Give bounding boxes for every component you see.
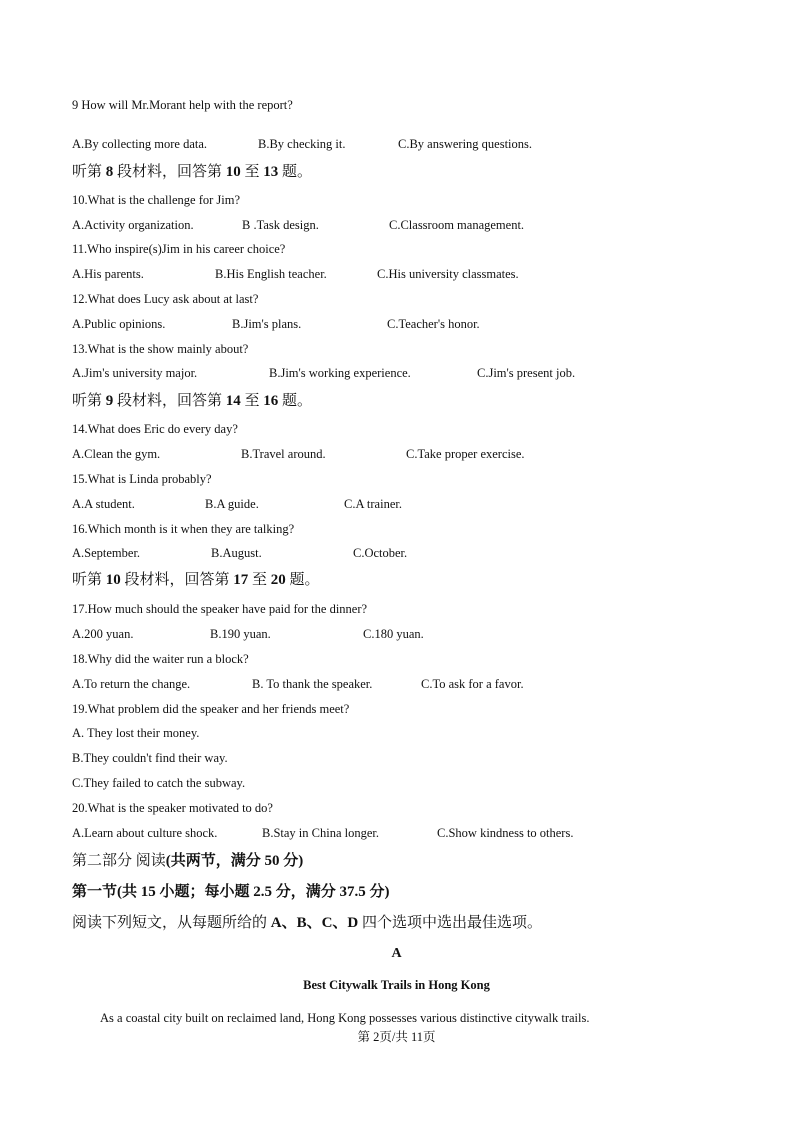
q11-option-a: A.His parents. <box>72 267 144 281</box>
question-18: 18.Why did the waiter run a block? <box>72 652 249 666</box>
q13-option-c: C.Jim's present job. <box>477 366 576 380</box>
q14-option-c: C.Take proper exercise. <box>406 447 525 461</box>
section-10-heading: 听第 10 段材料，回答第 17 至 20 题。 <box>72 572 320 588</box>
q16-option-a: A.September. <box>72 546 141 560</box>
question-13: 13.What is the show mainly about? <box>72 342 249 356</box>
q20-option-a: A.Learn about culture shock. <box>72 826 218 840</box>
page-number: 第 2页/共 11页 <box>357 1030 436 1044</box>
q20-option-b: B.Stay in China longer. <box>262 826 380 840</box>
q14-option-a: A.Clean the gym. <box>72 447 161 461</box>
q11-option-c: C.His university classmates. <box>377 267 519 281</box>
q17-option-c: C.180 yuan. <box>363 627 424 641</box>
q10-option-c: C.Classroom management. <box>389 218 525 232</box>
q16-option-b: B.August. <box>211 546 262 560</box>
q17-option-a: A.200 yuan. <box>72 627 134 641</box>
q19-option-a: A. They lost their money. <box>72 726 200 740</box>
q20-option-c: C.Show kindness to others. <box>437 826 574 840</box>
question-11: 11.Who inspire(s)Jim in his career choice? <box>72 242 286 256</box>
q12-option-c: C.Teacher's honor. <box>387 317 480 331</box>
q15-option-b: B.A guide. <box>205 497 259 511</box>
q18-option-c: C.To ask for a favor. <box>421 677 524 691</box>
question-17: 17.How much should the speaker have paid for the dinner? <box>72 602 368 616</box>
question-14: 14.What does Eric do every day? <box>72 422 238 436</box>
q19-option-b: B.They couldn't find their way. <box>72 751 228 765</box>
q9-option-c: C.By answering questions. <box>398 137 533 151</box>
question-9: 9 How will Mr.Morant help with the report? <box>72 98 293 112</box>
question-20: 20.What is the speaker motivated to do? <box>72 801 273 815</box>
q10-option-b: B .Task design. <box>242 218 319 232</box>
question-19: 19.What problem did the speaker and her friends meet? <box>72 702 350 716</box>
section-1-heading: 第一节(共 15 小题；每小题 2.5 分，满分 37.5 分) <box>72 884 390 900</box>
question-12: 12.What does Lucy ask about at last? <box>72 292 259 306</box>
section-9-heading: 听第 9 段材料，回答第 14 至 16 题。 <box>72 393 313 409</box>
q9-option-a: A.By collecting more data. <box>72 137 208 151</box>
passage-letter: A <box>391 946 402 961</box>
q17-option-b: B.190 yuan. <box>210 627 271 641</box>
q15-option-c: C.A trainer. <box>344 497 402 511</box>
q16-option-c: C.October. <box>353 546 408 560</box>
part-2-heading: 第二部分 阅读(共两节，满分 50 分) <box>72 853 304 869</box>
passage-intro: As a coastal city built on reclaimed land, Hong Kong possesses various distinctive citywalk trails. <box>100 1011 590 1025</box>
q15-option-a: A.A student. <box>72 497 135 511</box>
q13-option-a: A.Jim's university major. <box>72 366 198 380</box>
question-15: 15.What is Linda probably? <box>72 472 212 486</box>
q19-option-c: C.They failed to catch the subway. <box>72 776 246 790</box>
passage-title: Best Citywalk Trails in Hong Kong <box>303 978 490 992</box>
question-16: 16.Which month is it when they are talking? <box>72 522 295 536</box>
q10-option-a: A.Activity organization. <box>72 218 194 232</box>
q11-option-b: B.His English teacher. <box>215 267 327 281</box>
q18-option-a: A.To return the change. <box>72 677 191 691</box>
q18-option-b: B. To thank the speaker. <box>252 677 373 691</box>
q12-option-b: B.Jim's plans. <box>232 317 302 331</box>
question-10: 10.What is the challenge for Jim? <box>72 193 240 207</box>
q14-option-b: B.Travel around. <box>241 447 326 461</box>
reading-instruction: 阅读下列短文，从每题所给的 A、B、C、D 四个选项中选出最佳选项。 <box>72 915 543 931</box>
q12-option-a: A.Public opinions. <box>72 317 166 331</box>
section-8-heading: 听第 8 段材料，回答第 10 至 13 题。 <box>72 164 313 180</box>
q9-option-b: B.By checking it. <box>258 137 346 151</box>
q13-option-b: B.Jim's working experience. <box>269 366 411 380</box>
